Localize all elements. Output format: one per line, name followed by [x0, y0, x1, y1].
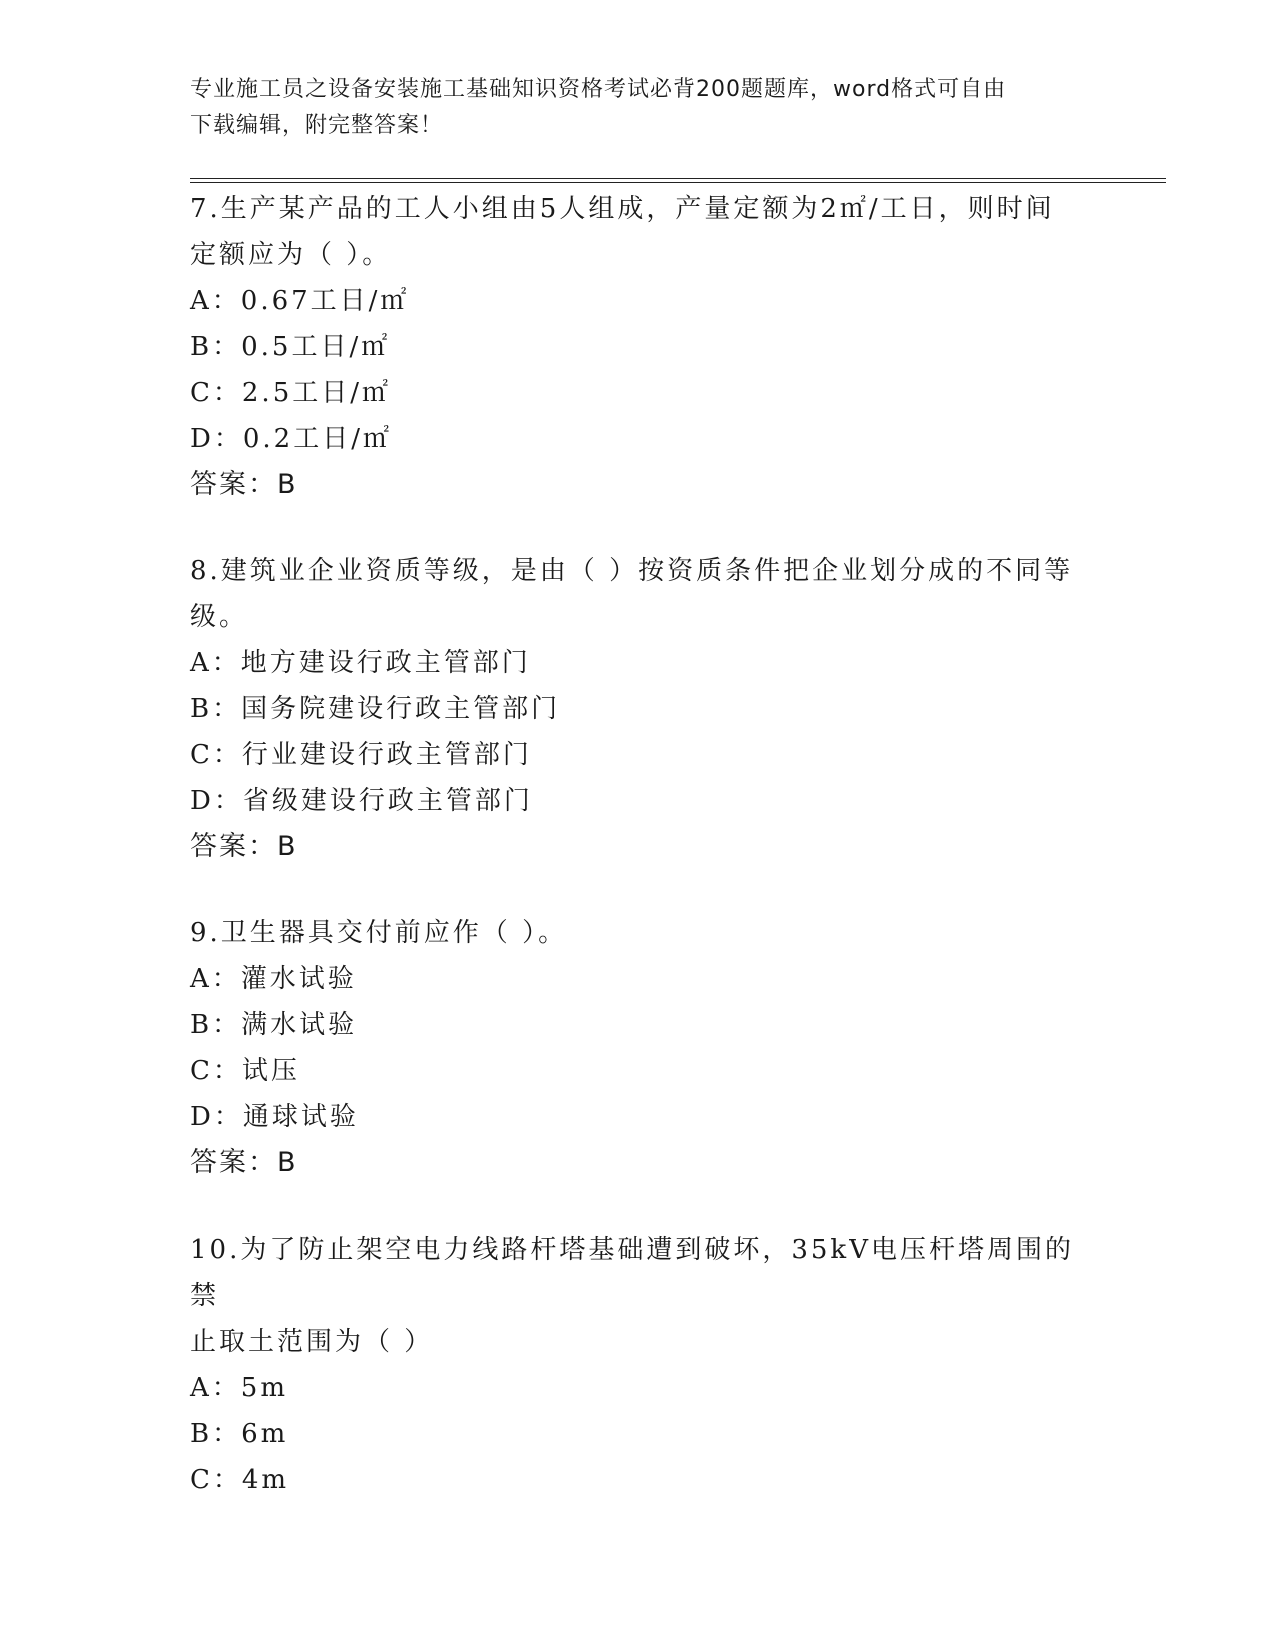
answer: 答案：B [190, 469, 298, 500]
answer: 答案：B [190, 1147, 298, 1178]
question-stem: 级。 [190, 602, 249, 632]
question-stem: 8.建筑业企业资质等级，是由（ ）按资质条件把企业划分成的不同等 [190, 556, 1074, 586]
answer: 答案：B [190, 831, 298, 862]
option-a: A：地方建设行政主管部门 [190, 648, 531, 678]
option-a: A：5m [190, 1373, 288, 1403]
question-10 [190, 1227, 1090, 1503]
question-stem: 9.卫生器具交付前应作（ ）。 [190, 918, 568, 948]
option-b: B：6m [190, 1419, 289, 1449]
option-a: A：0.67工日/㎡ [190, 286, 410, 316]
question-stem: 止取土范围为（ ） [190, 1327, 434, 1357]
question-8 [190, 548, 1090, 870]
question-stem: 7.生产某产品的工人小组由5人组成，产量定额为2㎡/工日，则时间 [190, 194, 1055, 224]
option-b: B：0.5工日/㎡ [190, 332, 391, 362]
option-a: A：灌水试验 [190, 964, 357, 994]
header-line-1: 专业施工员之设备安装施工基础知识资格考试必背200题题库，word格式可自由 [190, 77, 1007, 102]
option-d: D：0.2工日/㎡ [190, 424, 392, 454]
option-c: C：行业建设行政主管部门 [190, 740, 532, 770]
option-c: C：2.5工日/㎡ [190, 378, 392, 408]
option-d: D：通球试验 [190, 1102, 359, 1132]
option-b: B：满水试验 [190, 1010, 358, 1040]
option-c: C：试压 [190, 1056, 300, 1086]
question-stem: 10.为了防止架空电力线路杆塔基础遭到破坏，35kV电压杆塔周围的禁 [190, 1235, 1074, 1311]
question-7 [190, 186, 1090, 508]
header-divider [190, 178, 1166, 183]
option-d: D：省级建设行政主管部门 [190, 786, 533, 816]
question-stem: 定额应为（ ）。 [190, 240, 392, 270]
page-header [190, 72, 1090, 144]
option-c: C：4m [190, 1465, 290, 1495]
question-9 [190, 910, 1090, 1186]
header-line-2: 下载编辑，附完整答案！ [190, 113, 444, 138]
option-b: B：国务院建设行政主管部门 [190, 694, 561, 724]
